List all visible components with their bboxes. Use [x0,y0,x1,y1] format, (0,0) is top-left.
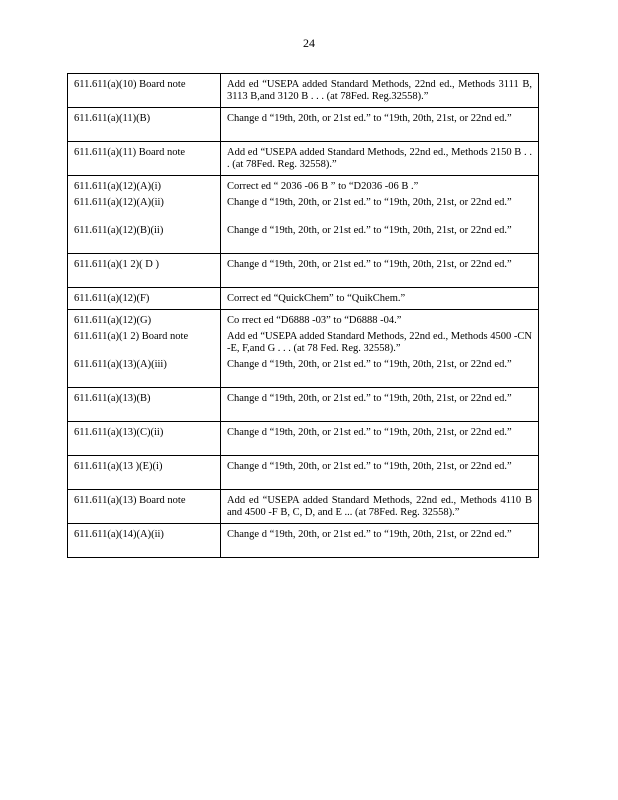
section-cell [68,524,221,558]
table-row [68,490,539,524]
action-cell [221,288,539,310]
section-reference: 611.611(a)(1 2) Board note [74,331,189,342]
section-reference: 611.611(a)(10) Board note [74,79,186,90]
section-cell [68,422,221,456]
amendments-table-body [68,74,539,558]
section-reference: 611.611(a)(12)(A)(i) [74,181,161,192]
action-description: Add ed “USEPA added Standard Methods, 22nd ed., Methods 2150 B . . . (at 78Fed. Reg. 32558).” [227,147,532,170]
action-description: Correct ed “ 2036 -06 B ” to “D2036 -06 B .” [227,181,419,192]
action-description: Add ed “USEPA added Standard Methods, 22nd ed., Methods 3111 B, 3113 B,and 3120 B . . . (at 78Fed. Reg.32558).” [227,79,532,102]
action-cell [221,422,539,456]
section-reference: 611.611(a)(13)(B) [74,393,151,404]
table-row [68,142,539,176]
action-cell [221,74,539,108]
action-description: Change d “19th, 20th, or 21st ed.” to “19th, 20th, 21st, or 22nd ed.” [227,359,512,370]
action-description: Change d “19th, 20th, or 21st ed.” to “19th, 20th, 21st, or 22nd ed.” [227,225,512,236]
action-description: Co rrect ed “D6888 -03” to “D6888 -04.” [227,315,402,326]
section-reference: 611.611(a)(13)(C)(ii) [74,427,164,438]
table-row [68,422,539,456]
action-description: Add ed “USEPA added Standard Methods, 22nd ed., Methods 4110 B and 4500 -F B, C, D, and E ... (at 78Fed. Reg. 32558).” [227,495,532,518]
table-row [68,310,539,388]
section-cell [68,176,221,254]
table-row [68,108,539,142]
table-row [68,524,539,558]
table-row [68,74,539,108]
action-cell [221,310,539,388]
table-row [68,456,539,490]
section-cell [68,74,221,108]
table-row [68,254,539,288]
action-description: Change d “19th, 20th, or 21st ed.” to “19th, 20th, 21st, or 22nd ed.” [227,113,512,124]
table-row [68,388,539,422]
section-cell [68,142,221,176]
section-reference: 611.611(a)(1 2)( D ) [74,259,159,270]
action-cell [221,254,539,288]
section-cell [68,108,221,142]
amendments-table [67,73,539,558]
section-cell [68,310,221,388]
section-cell [68,490,221,524]
action-cell [221,524,539,558]
action-description: Correct ed “QuickChem” to “QuikChem.” [227,293,406,304]
section-reference: 611.611(a)(11) Board note [74,147,186,158]
section-reference: 611.611(a)(13) Board note [74,495,186,506]
section-cell [68,388,221,422]
action-description: Change d “19th, 20th, or 21st ed.” to “19th, 20th, 21st, or 22nd ed.” [227,259,512,270]
table-row [68,288,539,310]
action-cell [221,176,539,254]
action-cell [221,456,539,490]
action-description: Change d “19th, 20th, or 21st ed.” to “19th, 20th, 21st, or 22nd ed.” [227,461,512,472]
section-reference: 611.611(a)(12)(B)(ii) [74,225,164,236]
section-cell [68,456,221,490]
section-reference: 611.611(a)(12)(A)(ii) [74,197,164,208]
action-cell [221,490,539,524]
section-reference: 611.611(a)(11)(B) [74,113,151,124]
section-cell [68,254,221,288]
table-row [68,176,539,254]
action-cell [221,388,539,422]
action-description: Change d “19th, 20th, or 21st ed.” to “19th, 20th, 21st, or 22nd ed.” [227,427,512,438]
section-reference: 611.611(a)(13 )(E)(i) [74,461,163,472]
section-reference: 611.611(a)(13)(A)(iii) [74,359,167,370]
section-cell [68,288,221,310]
action-description: Change d “19th, 20th, or 21st ed.” to “19th, 20th, 21st, or 22nd ed.” [227,197,512,208]
section-reference: 611.611(a)(14)(A)(ii) [74,529,164,540]
action-cell [221,108,539,142]
action-cell [221,142,539,176]
section-reference: 611.611(a)(12)(G) [74,315,152,326]
page-number: 24 [303,36,315,50]
section-reference: 611.611(a)(12)(F) [74,293,150,304]
action-description: Add ed “USEPA added Standard Methods, 22nd ed., Methods 4500 -CN -E, F,and G . . . (at 78 Fed. Reg. 32558).” [227,331,532,354]
action-description: Change d “19th, 20th, or 21st ed.” to “19th, 20th, 21st, or 22nd ed.” [227,529,512,540]
action-description: Change d “19th, 20th, or 21st ed.” to “19th, 20th, 21st, or 22nd ed.” [227,393,512,404]
